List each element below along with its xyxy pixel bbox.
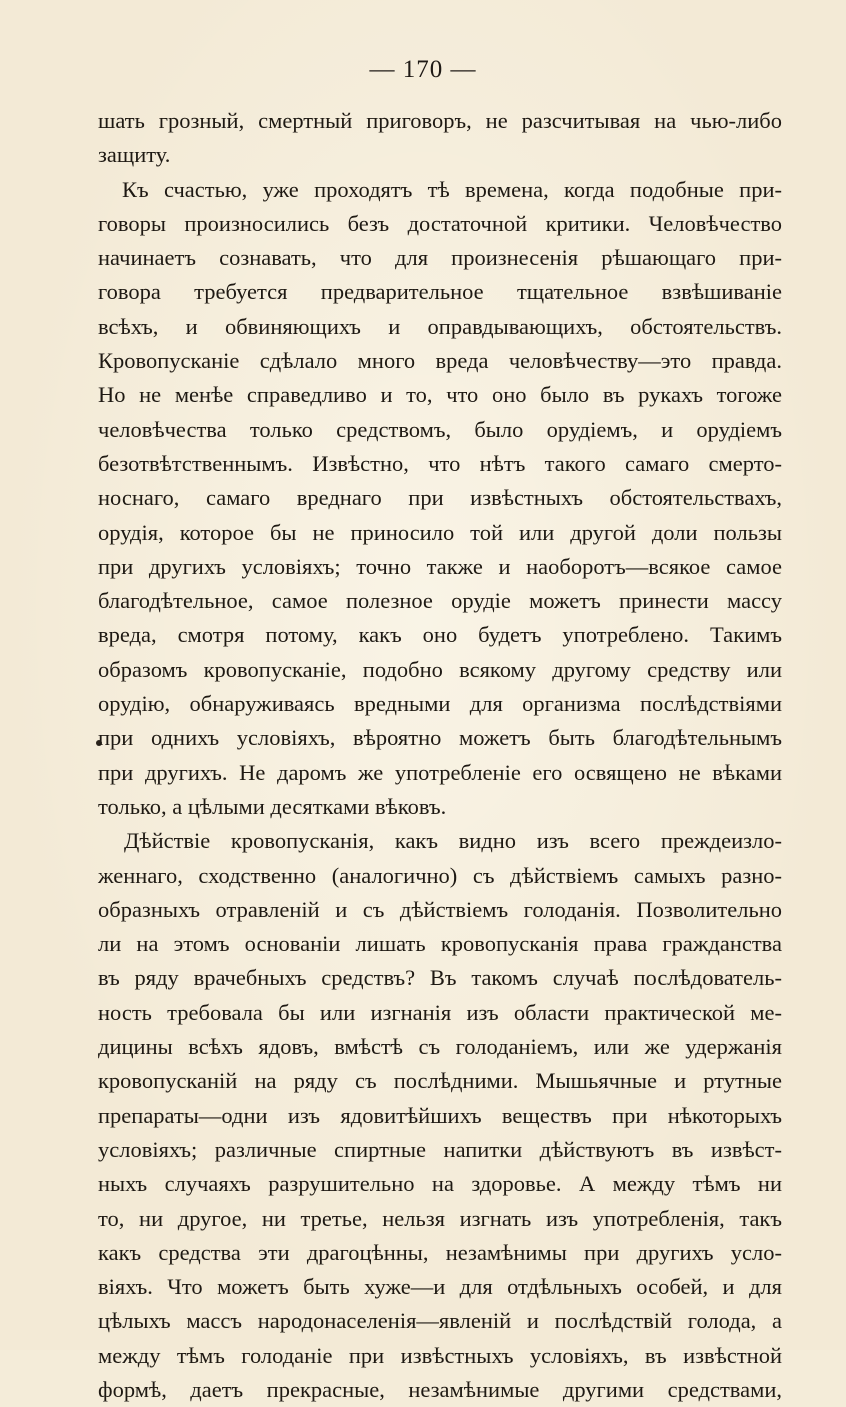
text-line: кровопусканій на ряду съ послѣдними. Мышьячные и ртутные (98, 1068, 782, 1094)
text-line: препараты—одни изъ ядовитѣйшихъ веществъ при нѣкоторыхъ (98, 1102, 782, 1128)
text-line: носнаго, самаго вреднаго при извѣстныхъ обстоятельствахъ, (98, 485, 782, 511)
text-line: всѣхъ, и обвиняющихъ и оправдывающихъ, обстоятельствъ. (98, 313, 782, 339)
text-line: образныхъ отравленій и съ дѣйствіемъ голоданія. Позволительно (98, 896, 782, 922)
text-line: орудію, обнаруживаясь вредными для организма послѣдствіями (98, 691, 782, 717)
text-line: то, ни другое, ни третье, нельзя изгнать изъ употребленія, такъ (98, 1205, 782, 1231)
text-line: Кровопусканіе сдѣлало много вреда человѣчеству—это правда. (98, 348, 782, 374)
text-line: человѣчества только средствомъ, было орудіемъ, и орудіемъ (98, 416, 782, 442)
text-line: только, а цѣлыми десятками вѣковъ. (98, 793, 447, 819)
text-line: безотвѣтственнымъ. Извѣстно, что нѣтъ такого самаго смерто- (98, 450, 782, 476)
text-line: орудія, которое бы не приносило той или другой доли пользы (98, 519, 782, 545)
text-line: при другихъ условіяхъ; точно также и наоборотъ—всякое самое (98, 553, 782, 579)
text-line: Но не менѣе справедливо и то, что оно было въ рукахъ тогоже (98, 382, 782, 408)
text-line: цѣлыхъ массъ народонаселенія—явленій и послѣдствій голода, а (98, 1308, 782, 1334)
text-line: вреда, смотря потому, какъ оно будетъ употреблено. Такимъ (98, 622, 782, 648)
text-line: женнаго, сходственно (аналогично) съ дѣйствіемъ самыхъ разно- (98, 862, 782, 888)
text-line: между тѣмъ голоданіе при извѣстныхъ условіяхъ, въ извѣстной (98, 1342, 782, 1368)
text-line: ность требовала бы или изгнанія изъ области практической ме- (98, 999, 782, 1025)
text-line: при однихъ условіяхъ, вѣроятно можетъ быть благодѣтельнымъ (98, 725, 782, 751)
text-line: формѣ, даетъ прекрасные, незамѣнимые другими средствами, (98, 1376, 782, 1402)
body-text (98, 104, 782, 1407)
text-line: какъ средства эти драгоцѣнны, незамѣнимы при другихъ усло- (98, 1239, 782, 1265)
text-line: віяхъ. Что можетъ быть хуже—и для отдѣльныхъ особей, и для (98, 1274, 782, 1300)
text-line: условіяхъ; различные спиртные напитки дѣйствуютъ въ извѣст- (98, 1136, 782, 1162)
text-line: ли на этомъ основаніи лишать кровопусканія права гражданства (98, 931, 782, 957)
text-line: въ ряду врачебныхъ средствъ? Въ такомъ случаѣ послѣдователь- (98, 965, 782, 991)
text-line: ныхъ случаяхъ разрушительно на здоровье. А между тѣмъ ни (98, 1171, 782, 1197)
text-line: защиту. (98, 142, 171, 168)
text-line: дицины всѣхъ ядовъ, вмѣстѣ съ голоданіемъ, или же удержанія (98, 1034, 782, 1060)
text-line: благодѣтельное, самое полезное орудіе можетъ принести массу (98, 588, 782, 614)
page-number: — 170 — (369, 56, 477, 83)
text-line: шать грозный, смертный приговоръ, не разсчитывая на чью-либо (98, 108, 782, 133)
text-line: Къ счастью, уже проходятъ тѣ времена, когда подобные при- (122, 176, 782, 202)
text-line: при другихъ. Не даромъ же употребленіе его освящено не вѣками (98, 759, 782, 785)
text-line: образомъ кровопусканіе, подобно всякому другому средству или (98, 656, 782, 682)
text-line: говора требуется предварительное тщательное взвѣшиваніе (98, 279, 782, 305)
text-line: Дѣйствіе кровопусканія, какъ видно изъ всего преждеизло- (124, 828, 782, 854)
text-line: говоры произносились безъ достаточной критики. Человѣчество (98, 210, 782, 236)
text-line: начинаетъ сознавать, что для произнесенія рѣшающаго при- (98, 245, 782, 271)
